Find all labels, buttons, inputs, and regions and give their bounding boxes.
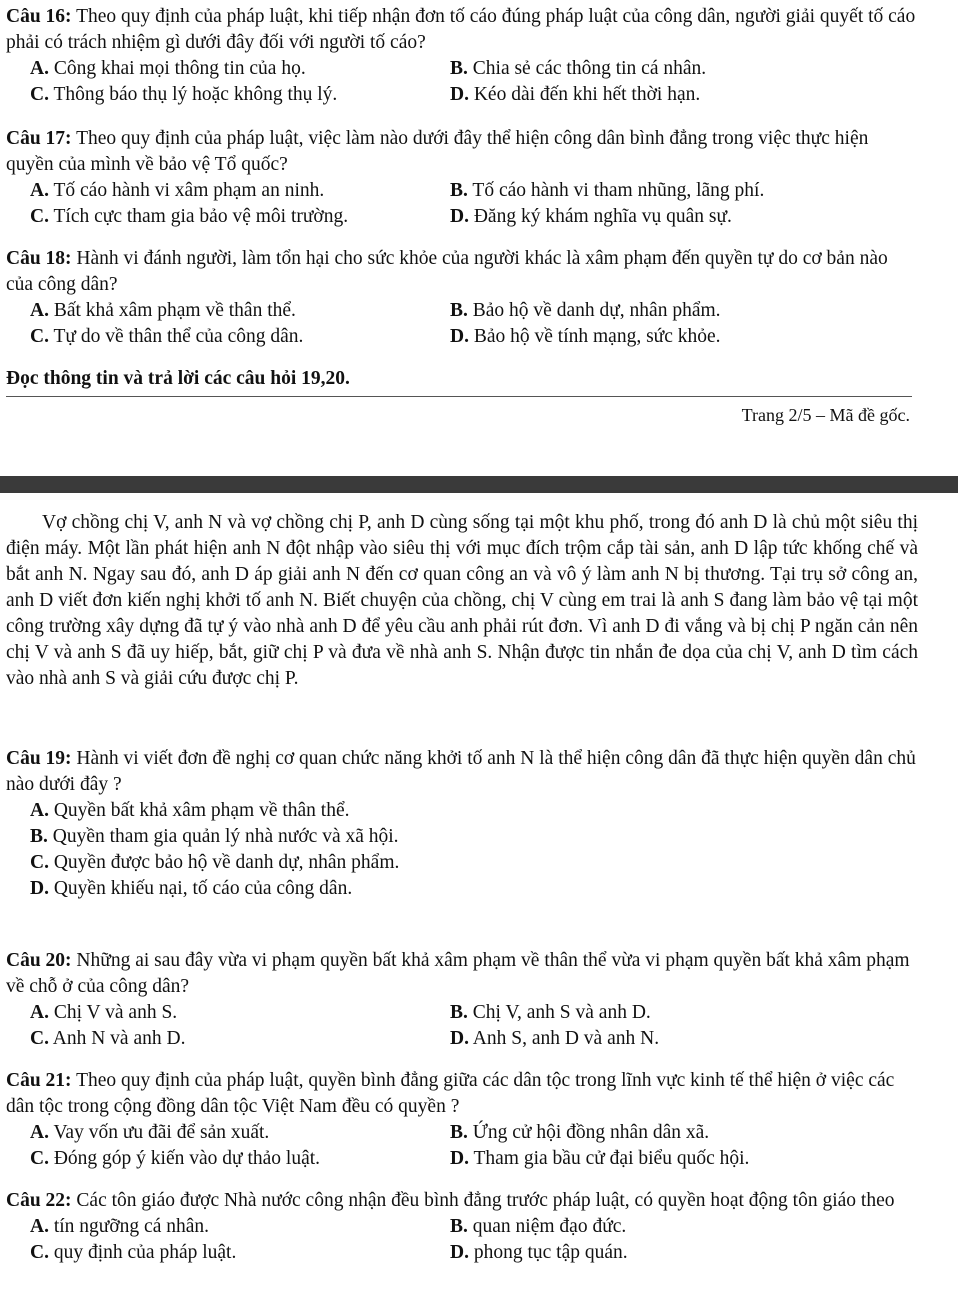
question-stem	[0, 4, 958, 56]
option-b[interactable]: B. Chia sẻ các thông tin cá nhân.	[450, 58, 707, 79]
option-d[interactable]: D. Tham gia bầu cử đại biểu quốc hội.	[450, 1148, 750, 1169]
option-c[interactable]: C. Anh N và anh D.	[30, 1028, 186, 1049]
options	[0, 178, 958, 230]
page-divider	[6, 396, 912, 397]
options	[0, 798, 958, 902]
question-20	[0, 948, 958, 1052]
question-16	[0, 4, 958, 108]
options	[0, 298, 958, 350]
option-c[interactable]: C. Quyền được bảo hộ về danh dự, nhân phẩm.	[30, 852, 400, 873]
passage-text: Vợ chồng chị V, anh N và vợ chồng chị P, anh D cùng sống tại một khu phố, trong đó anh D là chủ một siêu thị điện máy. Một lần phát hiện anh N đột nhập vào siêu thị với mục đích trộm cắp tài sản, anh D lập tức khống chế và bắt anh N. Ngay sau đó, anh D áp giải anh N đến cơ quan công an và vô ý làm anh N bị thương. Tại trụ sở công an, anh D viết đơn kiến nghị khởi tố anh N. Biết chuyện của chồng, chị V cùng em trai là anh S đang làm bảo vệ tại một công trường xây dựng đã tự ý vào nhà anh D để yêu cầu anh phải rút đơn. Vì anh D đi vắng và bị chị P ngăn cản nên chị V và anh S đã uy hiếp, bắt, giữ chị P và đưa về nhà anh S. Nhận được tin nhắn đe dọa của chị V, anh D tìm cách vào nhà anh S và giải cứu được chị P.	[6, 512, 918, 689]
option-a[interactable]: A. Tố cáo hành vi xâm phạm an ninh.	[30, 180, 325, 201]
question-label: Câu 17:	[6, 128, 72, 149]
option-c[interactable]: C. Tích cực tham gia bảo vệ môi trường.	[30, 206, 349, 227]
option-b[interactable]: B. Chị V, anh S và anh D.	[450, 1002, 651, 1023]
option-c[interactable]: C. quy định của pháp luật.	[30, 1242, 237, 1263]
question-label: Câu 18:	[6, 248, 72, 269]
question-stem	[0, 1068, 958, 1120]
option-a[interactable]: A. Vay vốn ưu đãi để sản xuất.	[30, 1122, 270, 1143]
question-label: Câu 20:	[6, 950, 72, 971]
option-b[interactable]: B. quan niệm đạo đức.	[450, 1216, 627, 1237]
option-d[interactable]: D. Anh S, anh D và anh N.	[450, 1028, 660, 1049]
question-18	[0, 246, 958, 350]
question-text: Các tôn giáo được Nhà nước công nhận đều bình đẳng trước pháp luật, có quyền hoạt động tôn giáo theo	[71, 1190, 895, 1211]
question-label: Câu 16:	[6, 6, 72, 27]
option-d[interactable]: D. Đăng ký khám nghĩa vụ quân sự.	[450, 206, 732, 227]
options	[0, 1214, 958, 1266]
question-text: Hành vi viết đơn đề nghị cơ quan chức năng khởi tố anh N là thể hiện công dân đã thực hiện quyền dân chủ nào dưới đây ?	[6, 748, 916, 795]
question-19	[0, 746, 958, 902]
question-label: Câu 22:	[6, 1190, 72, 1211]
option-b[interactable]: B. Tố cáo hành vi tham nhũng, lãng phí.	[450, 180, 765, 201]
page-break-band	[0, 476, 958, 493]
option-c[interactable]: C. Thông báo thụ lý hoặc không thụ lý.	[30, 84, 338, 105]
question-stem	[0, 948, 958, 1000]
question-text: Hành vi đánh người, làm tổn hại cho sức khỏe của người khác là xâm phạm đến quyền tự do cơ bản nào của công dân?	[6, 248, 888, 295]
option-a[interactable]: A. tín ngưỡng cá nhân.	[30, 1216, 210, 1237]
question-text: Theo quy định của pháp luật, khi tiếp nhận đơn tố cáo đúng pháp luật của công dân, người giải quyết tố cáo phải có trách nhiệm gì dưới đây đối với người tố cáo?	[6, 6, 916, 53]
option-d[interactable]: D. Quyền khiếu nại, tố cáo của công dân.	[30, 878, 353, 899]
question-21	[0, 1068, 958, 1172]
section-title: Đọc thông tin và trả lời các câu hỏi 19,20.	[6, 368, 350, 389]
option-d[interactable]: D. Kéo dài đến khi hết thời hạn.	[450, 84, 701, 105]
option-a[interactable]: A. Công khai mọi thông tin của họ.	[30, 58, 306, 79]
page-footer: Trang 2/5 – Mã đề gốc.	[741, 405, 910, 425]
option-a[interactable]: A. Chị V và anh S.	[30, 1002, 178, 1023]
question-text: Những ai sau đây vừa vi phạm quyền bất khả xâm phạm về thân thể vừa vi phạm quyền bất khả xâm phạm về chỗ ở của công dân?	[6, 950, 910, 997]
question-22	[0, 1188, 958, 1266]
question-text: Theo quy định của pháp luật, quyền bình đẳng giữa các dân tộc trong lĩnh vực kinh tế thể hiện ở việc các dân tộc trong cộng đồng dân tộc Việt Nam đều có quyền ?	[6, 1070, 895, 1117]
options	[0, 1000, 958, 1052]
reading-passage	[0, 510, 958, 692]
option-b[interactable]: B. Quyền tham gia quản lý nhà nước và xã hội.	[30, 826, 399, 847]
option-c[interactable]: C. Tự do về thân thể của công dân.	[30, 326, 304, 347]
option-a[interactable]: A. Bất khả xâm phạm về thân thể.	[30, 300, 296, 321]
option-a[interactable]: A. Quyền bất khả xâm phạm về thân thể.	[30, 800, 350, 821]
options	[0, 56, 958, 108]
question-stem	[0, 746, 958, 798]
question-stem	[0, 126, 958, 178]
question-label: Câu 19:	[6, 748, 72, 769]
option-c[interactable]: C. Đóng góp ý kiến vào dự thảo luật.	[30, 1148, 321, 1169]
question-stem	[0, 1188, 958, 1214]
option-b[interactable]: B. Bảo hộ về danh dự, nhân phẩm.	[450, 300, 721, 321]
question-17	[0, 126, 958, 230]
question-text: Theo quy định của pháp luật, việc làm nào dưới đây thể hiện công dân bình đẳng trong việc thực hiện quyền của mình về bảo vệ Tổ quốc?	[6, 128, 869, 175]
question-label: Câu 21:	[6, 1070, 72, 1091]
option-d[interactable]: D. Bảo hộ về tính mạng, sức khỏe.	[450, 326, 721, 347]
option-d[interactable]: D. phong tục tập quán.	[450, 1242, 628, 1263]
option-b[interactable]: B. Ứng cử hội đồng nhân dân xã.	[450, 1122, 710, 1143]
options	[0, 1120, 958, 1172]
question-stem	[0, 246, 958, 298]
